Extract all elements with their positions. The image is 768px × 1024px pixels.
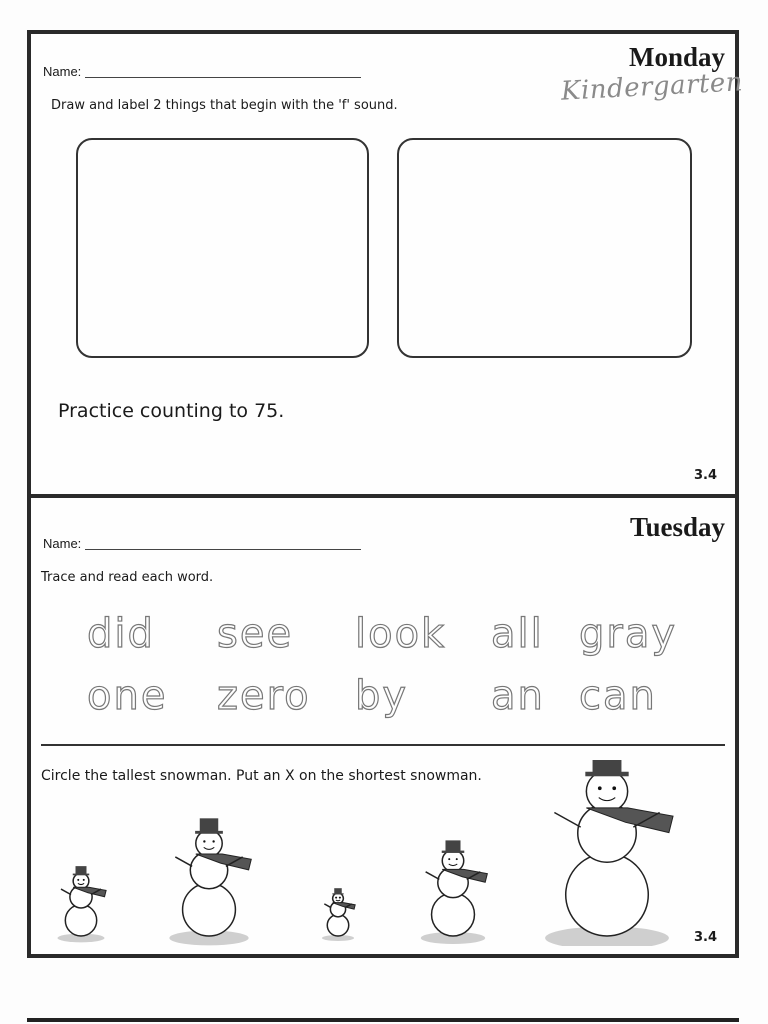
snowman-hat — [445, 840, 460, 851]
snowman-eye — [83, 879, 85, 881]
trace-row-1 — [31, 610, 735, 658]
snowman-eye — [339, 897, 341, 899]
snowman-arm — [324, 904, 331, 908]
snowman-arm — [554, 813, 580, 828]
snowman-body — [183, 883, 236, 936]
snowman-eye — [448, 858, 450, 860]
name-field[interactable] — [43, 536, 361, 551]
snowman[interactable] — [421, 840, 488, 944]
snowman-eye — [456, 858, 458, 860]
snowman-eye — [212, 840, 214, 842]
trace-word[interactable]: zero — [217, 673, 311, 719]
counting-practice: Practice counting to 75. — [58, 400, 285, 422]
snowman[interactable] — [57, 866, 106, 942]
snowman-arm — [426, 872, 440, 880]
trace-word[interactable]: an — [491, 673, 545, 719]
snowman[interactable] — [322, 888, 355, 941]
day-title-tuesday: Tuesday — [629, 512, 725, 542]
snowman-head — [73, 873, 89, 889]
snowman-hat — [76, 866, 87, 874]
snowman-hat — [200, 818, 218, 831]
handwritten-grade: Kindergarten — [560, 67, 744, 107]
snowman-head — [333, 893, 344, 904]
monday-worksheet — [27, 30, 744, 498]
snowman-body — [65, 905, 96, 936]
tuesday-worksheet — [27, 494, 739, 958]
trace-word[interactable]: look — [355, 611, 447, 657]
snowman-arm — [61, 889, 71, 895]
page-number: 3.4 — [693, 468, 717, 483]
trace-word[interactable]: one — [87, 673, 168, 719]
name-label: Name: — [43, 536, 82, 551]
snowman-head — [586, 771, 627, 812]
day-title-monday: Monday — [628, 42, 725, 72]
name-field[interactable] — [43, 64, 361, 79]
trace-word[interactable]: did — [87, 611, 155, 657]
trace-word[interactable]: can — [579, 673, 657, 719]
snowman-head — [196, 830, 222, 856]
draw-instruction: Draw and label 2 things that begin with the 'f' sound. — [51, 98, 398, 113]
snowman-body — [327, 915, 348, 936]
trace-word[interactable]: by — [355, 673, 409, 719]
snowman-eye — [598, 786, 602, 790]
snowman-eye — [77, 879, 79, 881]
trace-word[interactable]: see — [217, 611, 294, 657]
snowman-eye — [612, 786, 616, 790]
snowman-eye — [335, 897, 337, 899]
drawing-box-1[interactable] — [76, 138, 369, 358]
snowman-eye — [203, 840, 205, 842]
name-line[interactable] — [85, 549, 361, 550]
snowman[interactable] — [169, 818, 251, 945]
snowman-instruction: Circle the tallest snowman. Put an X on the shortest snowman. — [41, 768, 482, 784]
trace-word[interactable]: all — [491, 611, 544, 657]
snowman[interactable] — [545, 760, 673, 946]
snowman-hat — [334, 888, 342, 893]
trace-row-2 — [31, 672, 735, 720]
snowman-arm — [175, 857, 192, 866]
name-line[interactable] — [85, 77, 361, 78]
snowman-head — [442, 850, 463, 871]
page-number: 3.4 — [693, 930, 717, 945]
snowman-row — [31, 760, 735, 946]
trace-instruction: Trace and read each word. — [41, 570, 214, 585]
snowman-body — [566, 853, 649, 936]
name-label: Name: — [43, 64, 82, 79]
trace-word[interactable]: gray — [579, 611, 678, 657]
drawing-box-2[interactable] — [397, 138, 692, 358]
snowman-hat — [593, 760, 622, 773]
section-divider — [41, 744, 725, 746]
snowman-body — [432, 893, 475, 936]
next-page-border — [27, 1018, 739, 1022]
